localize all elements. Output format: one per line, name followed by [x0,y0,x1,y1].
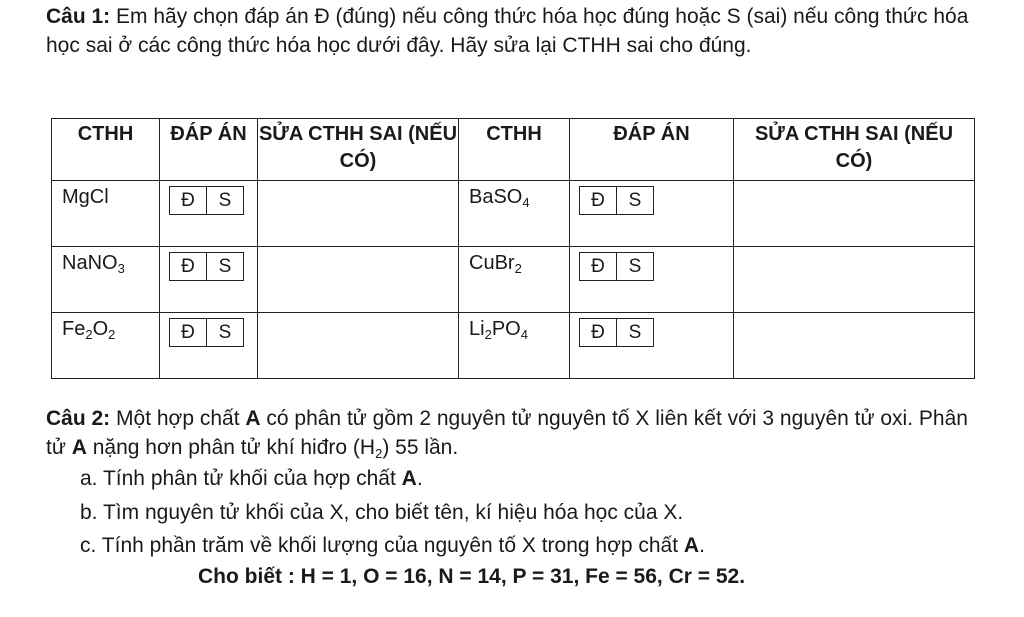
item-c: c. Tính phần trăm về khối lượng của nguyên tố X trong hợp chất A. [80,534,705,557]
header-answer-left: ĐÁP ÁN [160,119,258,181]
true-false-box[interactable] [579,318,654,347]
true-false-box[interactable] [169,186,244,215]
question-2: Câu 2: Một hợp chất A có phân tử gồm 2 nguyên tử nguyên tố X liên kết với 3 nguyên tử oxi. Phân tử A nặng hơn phân tử khí hiđro $(H_2)$ 55 lần. [46,407,968,461]
item-b: b. Tìm nguyên tử khối của X, cho biết tên, kí hiệu hóa học của X. [80,500,684,524]
fix-cell[interactable] [734,181,975,247]
given-data [198,565,745,589]
option-d[interactable]: Đ [591,256,605,277]
option-d[interactable]: Đ [181,322,195,343]
item-a: a. Tính phân tử khối của hợp chất A. [80,467,423,490]
question-1 [46,2,986,60]
option-d[interactable]: Đ [181,256,195,277]
header-answer-right: ĐÁP ÁN [570,119,734,181]
table-row [52,181,975,247]
option-s[interactable]: S [206,187,243,214]
fix-cell[interactable] [258,181,459,247]
header-cthh-right: CTHH [459,119,570,181]
table-row [52,313,975,379]
given-label: Cho biết : [198,565,301,588]
option-s[interactable]: S [206,319,243,346]
header-cthh-left: CTHH [52,119,160,181]
option-s[interactable]: S [616,319,653,346]
true-false-box[interactable] [169,252,244,281]
answer-table [51,118,975,379]
option-s[interactable]: S [616,187,653,214]
fix-cell[interactable] [734,247,975,313]
fix-cell[interactable] [734,313,975,379]
table-row [52,247,975,313]
formula-cubr2: CuBr$_2$ [459,247,570,313]
formula-li2po4: $Li_2PO_4$ [459,313,570,379]
question-2-label: Câu 2: [46,407,111,430]
option-d[interactable]: Đ [181,190,195,211]
formula-mgcl: MgCl [52,181,160,247]
fix-cell[interactable] [258,247,459,313]
question-1-label: Câu 1: [46,5,111,28]
fix-cell[interactable] [258,313,459,379]
table-header-row [52,119,975,181]
option-d[interactable]: Đ [591,190,605,211]
option-s[interactable]: S [616,253,653,280]
question-1-text: Em hãy chọn đáp án Đ (đúng) nếu công thức hóa học đúng hoặc S (sai) nếu công thức hóa học sai ở các công thức hóa học dưới đây. Hãy sửa lại CTHH sai cho đúng. [46,5,969,57]
true-false-box[interactable] [579,186,654,215]
formula-nano3: NaNO$_3$ [52,247,160,313]
option-s[interactable]: S [206,253,243,280]
question-2-subitems [80,462,705,563]
true-false-box[interactable] [579,252,654,281]
given-values: H = 1, O = 16, N = 14, P = 31, Fe = 56, Cr = 52. [300,565,746,588]
formula-baso4: BaSO$_4$ [459,181,570,247]
header-fix-left: SỬA CTHH SAI (NẾU CÓ) [258,119,459,181]
header-fix-right: SỬA CTHH SAI (NẾU CÓ) [734,119,975,181]
formula-fe2o2: $Fe_2O_2$ [52,313,160,379]
true-false-box[interactable] [169,318,244,347]
option-d[interactable]: Đ [591,322,605,343]
